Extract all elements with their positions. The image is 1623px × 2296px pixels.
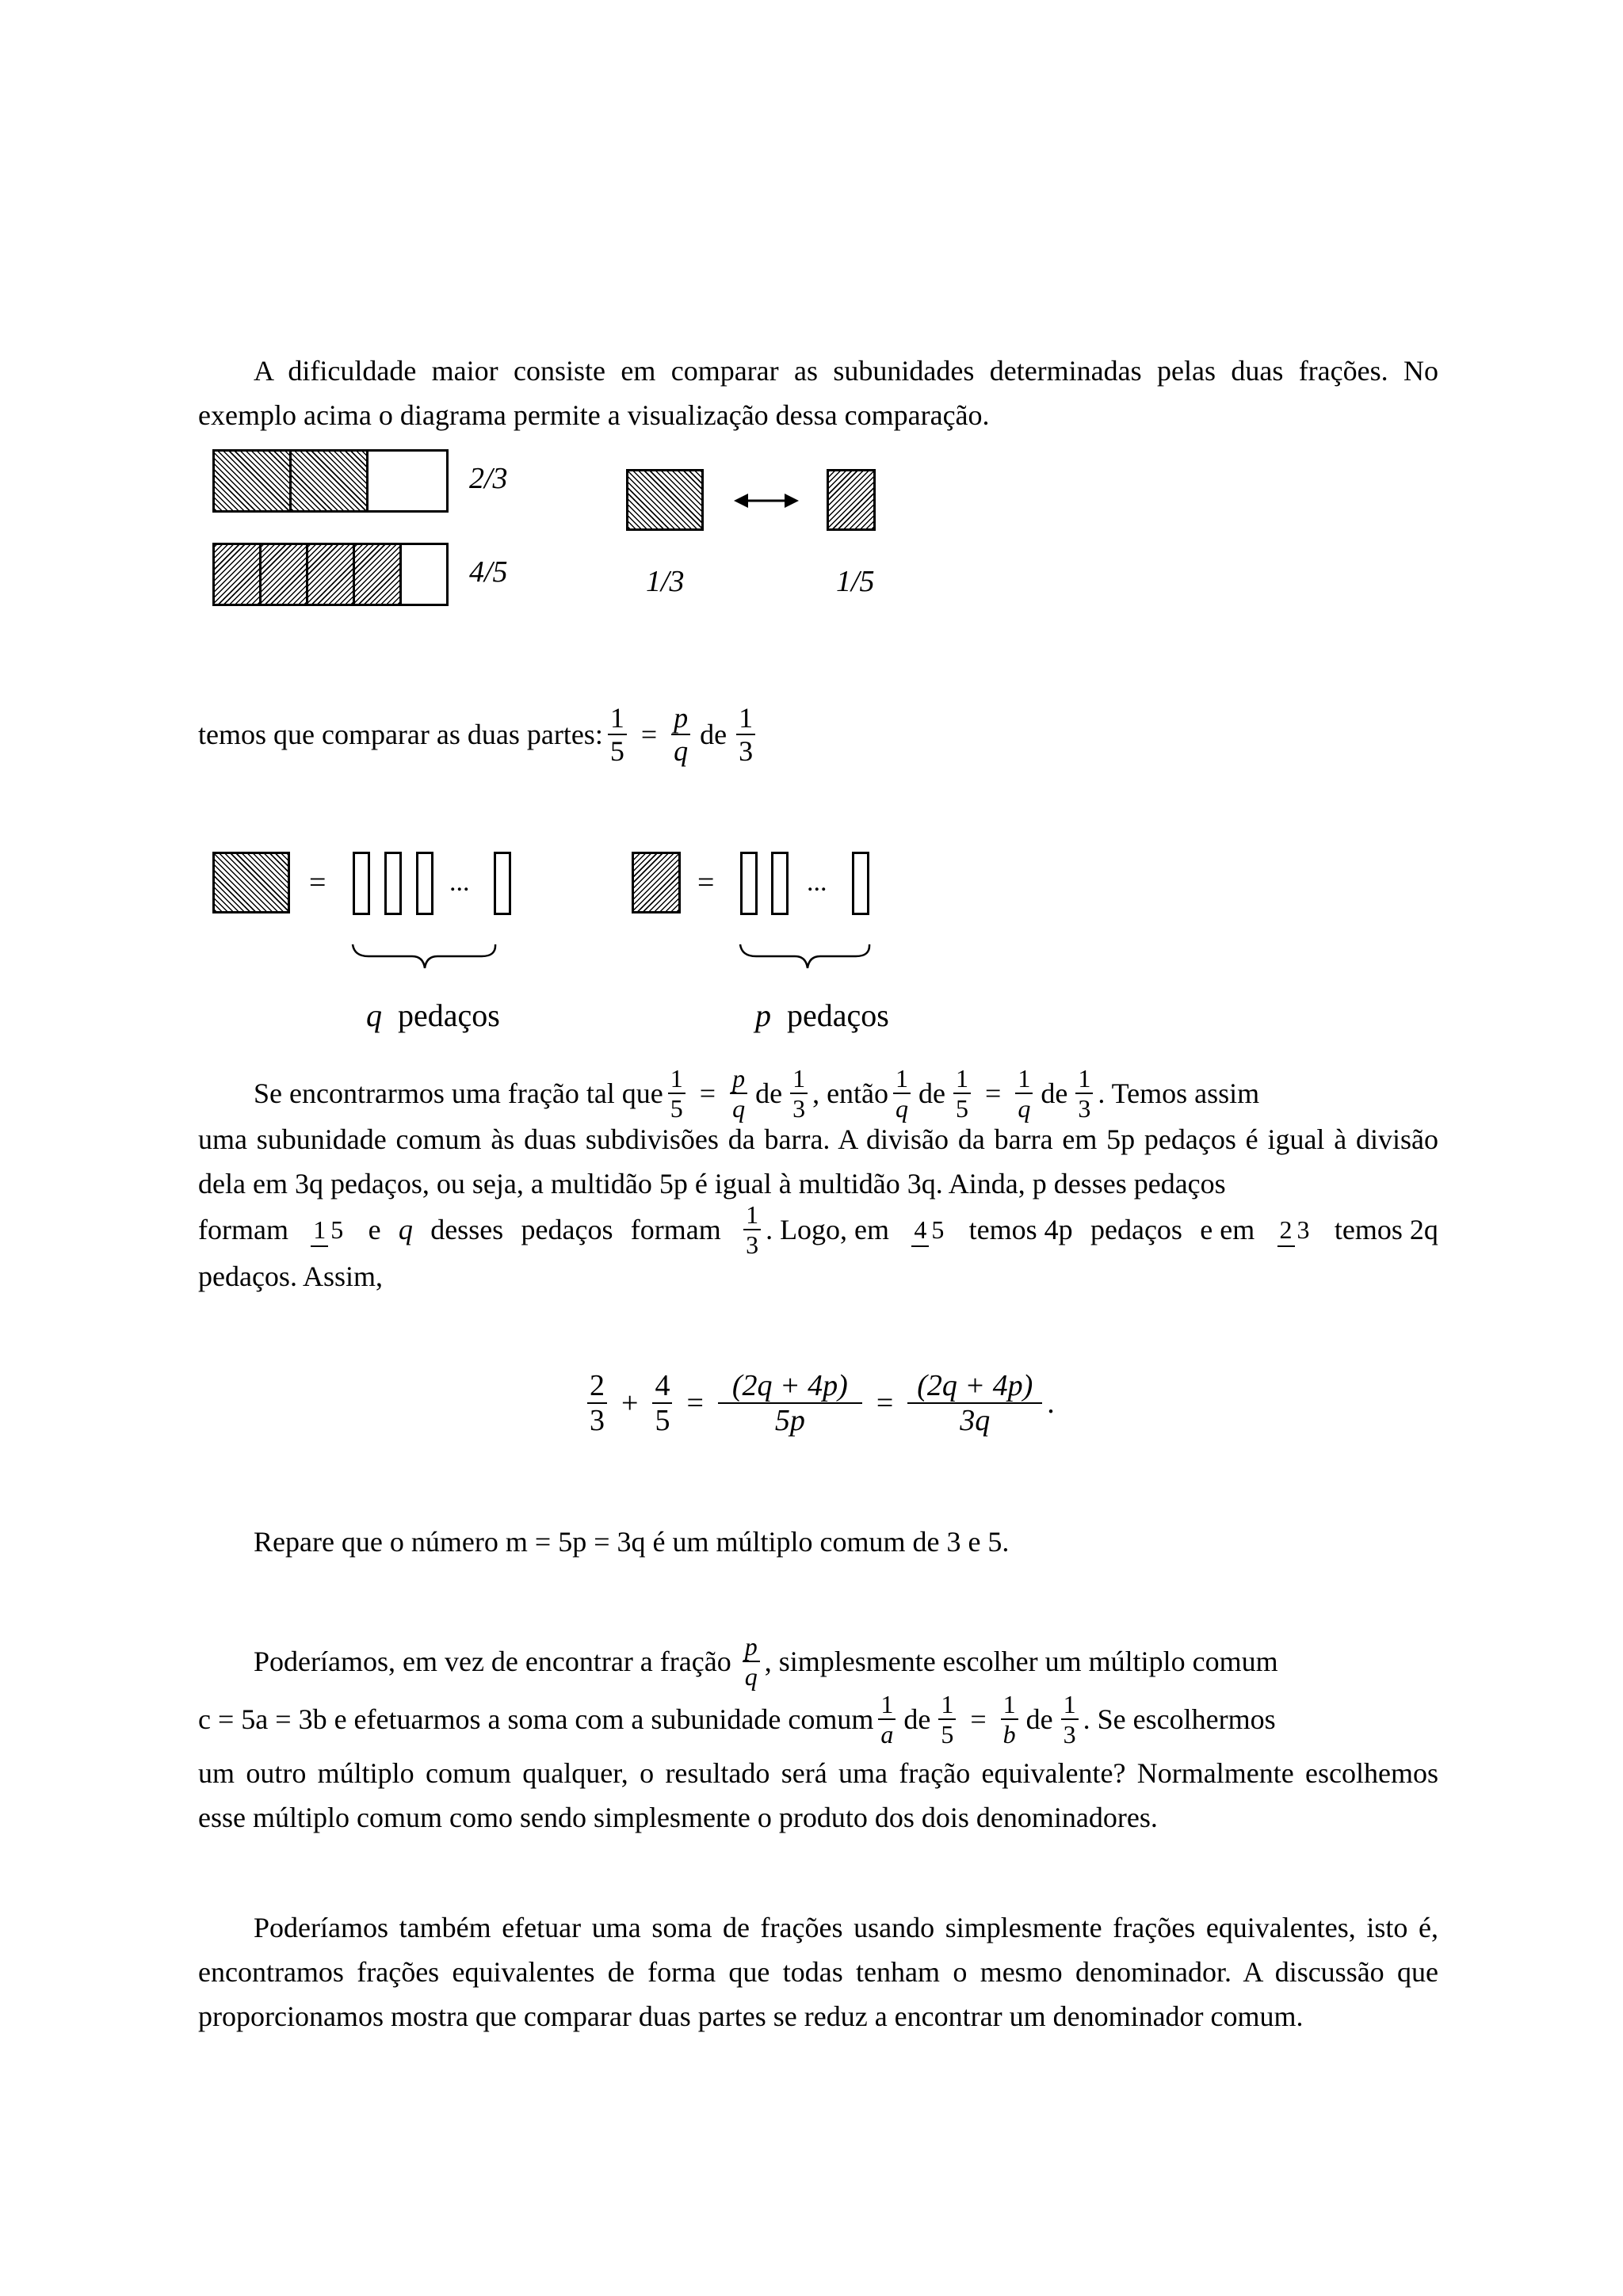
paragraph-3-body: um outro múltiplo comum qualquer, o resultado será uma fração equivalente? Normalmente escolhemos esse múltiplo comum como sendo simplesmente o produto dos dois denominadores. <box>198 1757 1438 1833</box>
paragraph-2-line-5: pedaços. Assim, <box>198 1261 383 1292</box>
ellipsis: ... <box>807 868 827 897</box>
ellipsis: ... <box>449 868 470 897</box>
equals-sign: = <box>309 866 327 899</box>
compare-text: temos que comparar as duas partes: <box>198 719 603 750</box>
label-one-third: 1/3 <box>646 565 685 598</box>
compare-line: temos que comparar as duas partes: $\frac{1}{5}$ = $\frac{p}{q}$ de $\frac{1}{3}$ <box>198 704 760 765</box>
paragraph-2-line-4: formam 1 5 e q desses pedaços formam $\frac{1}{3}$ . Logo, em 4 5 temos 4p pedaços e em 2 3 temos 2q <box>198 1200 1438 1259</box>
paragraph-intro: A dificuldade maior consiste em comparar as subunidades determinadas pelas duas frações. No exemplo acima o diagrama permite a visualização dessa comparação. <box>198 355 1438 431</box>
label-one-fifth: 1/5 <box>836 565 875 598</box>
paragraph-2-body: uma subunidade comum às duas subdivisões da barra. A divisão da barra em 5p pedaços é igual à divisão dela em 3q pedaços, ou seja, a multidão 5p é igual à multidão 3q. Ainda, p desses pedaços <box>198 1123 1438 1199</box>
fraction-1-3: $\frac{1}{3}$ <box>736 704 755 765</box>
fraction-p-q: $\frac{p}{q}$ <box>671 704 690 765</box>
label-q-pieces: q pedaços <box>366 997 500 1033</box>
paragraph-3-line-1: Poderíamos, em vez de encontrar a fração $\frac{p}{q}$ , simplesmente escolher um múltiplo comum <box>254 1632 1278 1691</box>
sum-equation: $\frac{2}{3}$ + $\frac{4}{5}$ = $\frac{(2q + 4p)}{5p}$ = $\frac{(2q + 4p)}{3q}$ . <box>582 1371 1055 1436</box>
word-de: de <box>700 719 727 750</box>
paragraph-2-line-1: Se encontrarmos uma fração tal que $\frac{1}{5}$ = $\frac{p}{q}$ de $\frac{1}{3}$ , então $\frac{1}{q}$ de $\frac{1}{5}$ = $\frac{1}{q}$ de $\frac{1}{3}$ . Temos assim <box>254 1064 1260 1123</box>
label-two-thirds: 2/3 <box>469 462 508 495</box>
remark-line: Repare que o número m = 5p = 3q é um múltiplo comum de 3 e 5. <box>254 1526 1010 1558</box>
fraction-1-5: $\frac{1}{5}$ <box>608 704 627 765</box>
paragraph-4: Poderíamos também efetuar uma soma de frações usando simplesmente frações equivalentes, isto é, encontramos frações equivalentes de forma que todas tenham o mesmo denominador. A discussão que proporcionamos mostra que comparar duas partes se reduz a encontrar um denominador comum. <box>198 1912 1438 2032</box>
label-p-pieces: p pedaços <box>755 997 889 1033</box>
label-four-fifths: 4/5 <box>469 555 508 589</box>
paragraph-3-line-2: c = 5a = 3b e efetuarmos a soma com a subunidade comum $\frac{1}{a}$ de $\frac{1}{5}$ = $\frac{1}{b}$ de $\frac{1}{3}$ . Se escolhermos <box>198 1690 1276 1749</box>
equals-sign: = <box>697 866 715 899</box>
